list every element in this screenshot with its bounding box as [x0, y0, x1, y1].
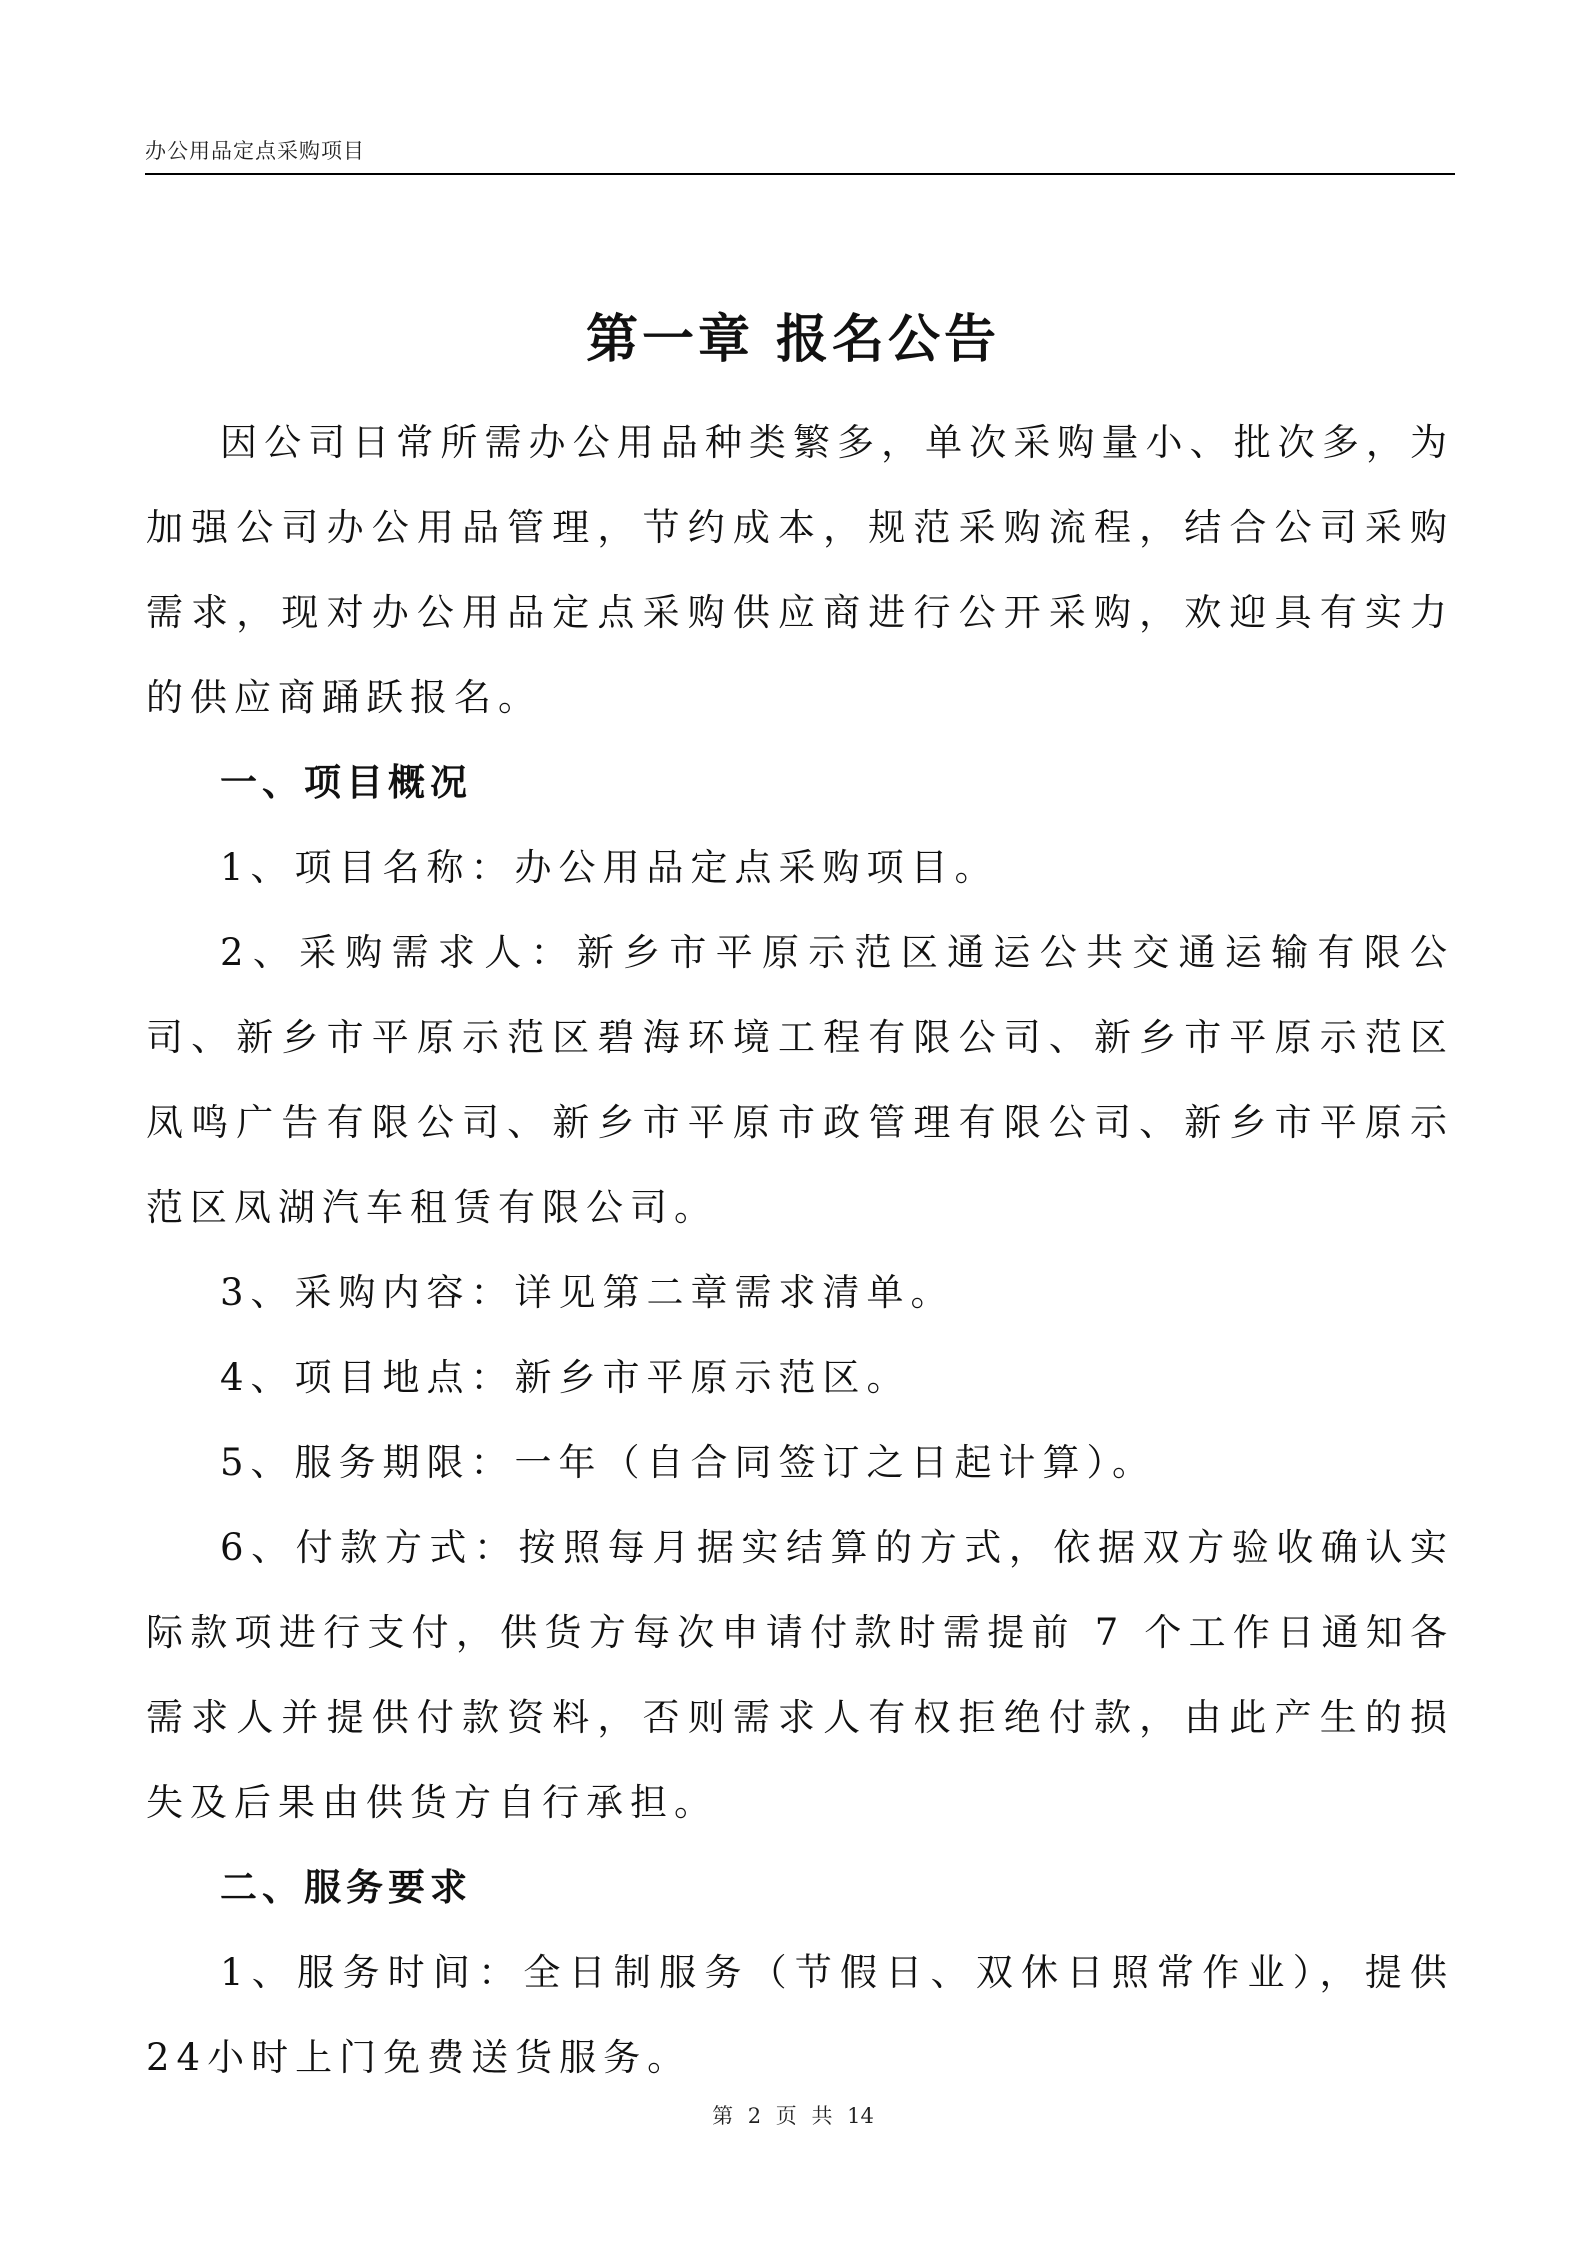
- overview-item-payment: 6、付款方式：按照每月据实结算的方式，依据双方验收确认实际款项进行支付，供货方每次申请付款时需提前 7 个工作日通知各需求人并提供付款资料，否则需求人有权拒绝付款，由此产生的损失及后果由供货方自行承担。: [146, 1526, 1454, 1824]
- chapter-title: 第一章 报名公告: [585, 310, 1001, 370]
- overview-item-content: 3、采购内容：详见第二章需求清单。: [220, 1271, 955, 1314]
- section-heading-overview: 一、项目概况: [220, 761, 472, 804]
- overview-item-buyers: 2、采购需求人：新乡市平原示范区通运公共交通运输有限公司、新乡市平原示范区碧海环境工程有限公司、新乡市平原示范区凤鸣广告有限公司、新乡市平原市政管理有限公司、新乡市平原示范区凤湖汽车租赁有限公司。: [146, 931, 1454, 1229]
- intro-paragraph: 因公司日常所需办公用品种类繁多，单次采购量小、批次多，为加强公司办公用品管理，节约成本，规范采购流程，结合公司采购需求，现对办公用品定点采购供应商进行公开采购，欢迎具有实力的供应商踊跃报名。: [146, 421, 1454, 719]
- service-item-hours: 1、服务时间：全日制服务（节假日、双休日照常作业），提供24小时上门免费送货服务。: [146, 1951, 1454, 2079]
- section-heading-service: 二、服务要求: [220, 1866, 472, 1909]
- overview-item-term: 5、服务期限：一年（自合同签订之日起计算）。: [220, 1441, 1157, 1484]
- page-number: 第 2 页 共 14: [712, 2104, 874, 2128]
- document-body: [146, 400, 1454, 2100]
- overview-item-location: 4、项目地点：新乡市平原示范区。: [220, 1356, 911, 1399]
- running-title: 办公用品定点采购项目: [145, 139, 365, 163]
- overview-item-name: 1、项目名称：办公用品定点采购项目。: [220, 846, 999, 889]
- page-header: [145, 133, 1455, 175]
